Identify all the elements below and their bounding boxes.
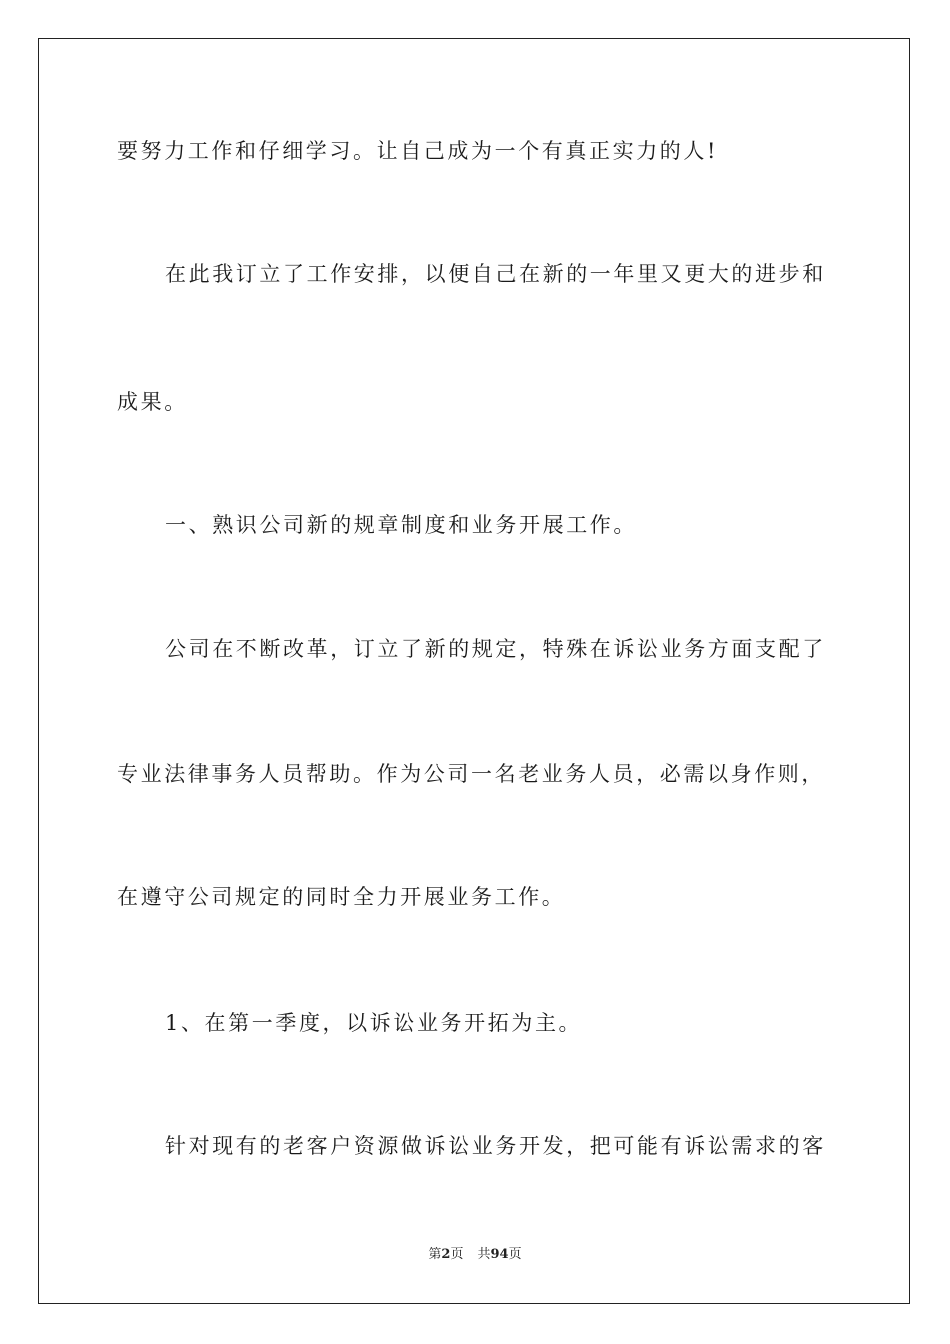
body-line-2: 在此我订立了工作安排，以便自己在新的一年里又更大的进步和 — [165, 262, 826, 286]
footer-total-suffix: 页 — [508, 1247, 522, 1262]
page-footer — [0, 1246, 950, 1264]
footer-page-prefix: 第 — [428, 1247, 442, 1262]
body-line-5: 公司在不断改革，订立了新的规定，特殊在诉讼业务方面支配了 — [165, 637, 826, 661]
footer-page-suffix: 页 — [450, 1247, 464, 1262]
body-line-7: 在遵守公司规定的同时全力开展业务工作。 — [117, 885, 566, 909]
body-line-9: 针对现有的老客户资源做诉讼业务开发，把可能有诉讼需求的客 — [165, 1134, 826, 1158]
footer-page-number: 2 — [441, 1247, 451, 1262]
body-line-3: 成果。 — [117, 390, 188, 414]
section-heading: 一、熟识公司新的规章制度和业务开展工作。 — [165, 513, 637, 537]
body-line-1: 要努力工作和仔细学习。让自己成为一个有真正实力的人! — [117, 139, 719, 163]
page-border — [38, 38, 910, 1304]
footer-total-pages: 94 — [490, 1247, 509, 1262]
footer-total-prefix: 共 — [477, 1247, 491, 1262]
body-line-6: 专业法律事务人员帮助。作为公司一名老业务人员，必需以身作则， — [117, 762, 825, 786]
subsection-heading: 1、在第一季度，以诉讼业务开拓为主。 — [165, 1011, 583, 1035]
